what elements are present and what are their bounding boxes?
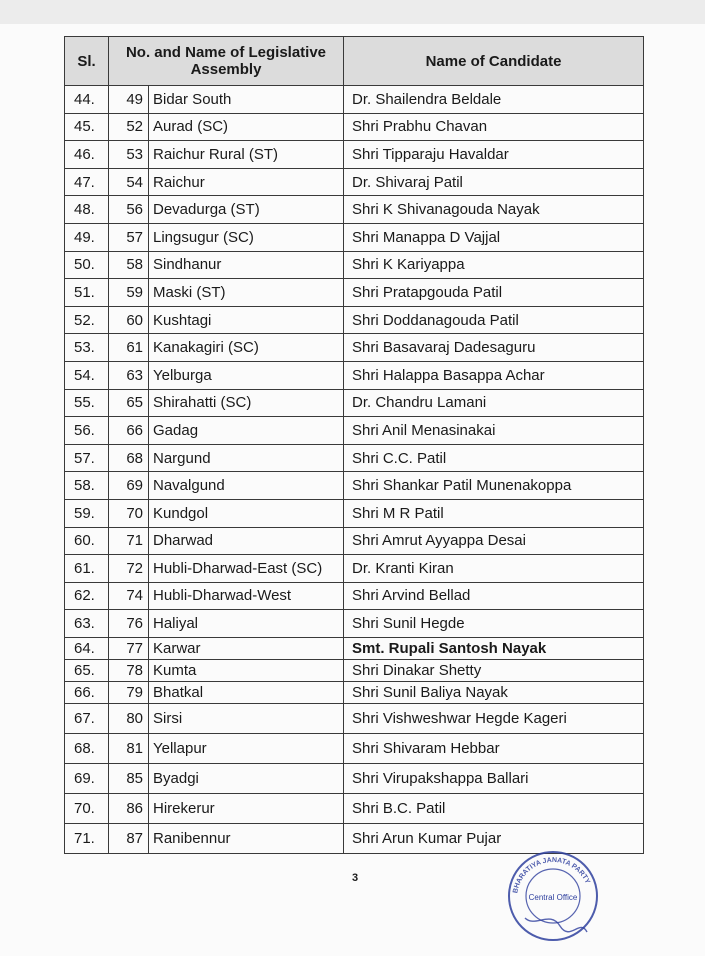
cell-no: 57 xyxy=(109,223,149,251)
cell-sl: 63. xyxy=(65,610,109,638)
table-row xyxy=(65,334,644,362)
cell-name: Shri K Shivanagouda Nayak xyxy=(344,196,644,224)
cell-name: Shri Basavaraj Dadesaguru xyxy=(344,334,644,362)
cell-ac: Hubli-Dharwad-West xyxy=(149,582,344,610)
table-row xyxy=(65,417,644,445)
cell-no: 59 xyxy=(109,279,149,307)
svg-text:BHARATIYA JANATA PARTY: BHARATIYA JANATA PARTY xyxy=(512,856,591,894)
table-row xyxy=(65,763,644,793)
svg-text:Central Office: Central Office xyxy=(528,893,578,902)
cell-ac: Byadgi xyxy=(149,763,344,793)
cell-sl: 46. xyxy=(65,141,109,169)
cell-ac: Kushtagi xyxy=(149,306,344,334)
cell-name: Shri K Kariyappa xyxy=(344,251,644,279)
cell-sl: 59. xyxy=(65,499,109,527)
table-row xyxy=(65,113,644,141)
table-row xyxy=(65,499,644,527)
table-row xyxy=(65,733,644,763)
cell-no: 53 xyxy=(109,141,149,169)
cell-ac: Gadag xyxy=(149,417,344,445)
cell-no: 61 xyxy=(109,334,149,362)
cell-ac: Kumta xyxy=(149,659,344,681)
cell-no: 74 xyxy=(109,582,149,610)
cell-sl: 55. xyxy=(65,389,109,417)
cell-sl: 64. xyxy=(65,637,109,659)
cell-name: Shri Amrut Ayyappa Desai xyxy=(344,527,644,555)
cell-name: Shri Virupakshappa Ballari xyxy=(344,763,644,793)
cell-ac: Hubli-Dharwad-East (SC) xyxy=(149,555,344,583)
cell-no: 76 xyxy=(109,610,149,638)
cell-name: Shri Shankar Patil Munenakoppa xyxy=(344,472,644,500)
cell-sl: 57. xyxy=(65,444,109,472)
cell-ac: Raichur xyxy=(149,168,344,196)
cell-name: Shri Prabhu Chavan xyxy=(344,113,644,141)
cell-name: Shri M R Patil xyxy=(344,499,644,527)
table-row xyxy=(65,472,644,500)
table-row xyxy=(65,444,644,472)
cell-sl: 62. xyxy=(65,582,109,610)
cell-ac: Haliyal xyxy=(149,610,344,638)
cell-no: 79 xyxy=(109,681,149,703)
cell-no: 60 xyxy=(109,306,149,334)
cell-sl: 71. xyxy=(65,823,109,853)
table-row xyxy=(65,793,644,823)
cell-ac: Shirahatti (SC) xyxy=(149,389,344,417)
cell-sl: 60. xyxy=(65,527,109,555)
cell-name: Shri Arun Kumar Pujar xyxy=(344,823,644,853)
cell-ac: Devadurga (ST) xyxy=(149,196,344,224)
cell-name: Shri Vishweshwar Hegde Kageri xyxy=(344,703,644,733)
cell-ac: Bidar South xyxy=(149,86,344,114)
cell-name: Shri Shivaram Hebbar xyxy=(344,733,644,763)
cell-sl: 67. xyxy=(65,703,109,733)
cell-name: Dr. Kranti Kiran xyxy=(344,555,644,583)
cell-name: Shri B.C. Patil xyxy=(344,793,644,823)
cell-no: 56 xyxy=(109,196,149,224)
cell-ac: Karwar xyxy=(149,637,344,659)
table-row xyxy=(65,141,644,169)
cell-ac: Sirsi xyxy=(149,703,344,733)
table-row xyxy=(65,659,644,681)
cell-ac: Dharwad xyxy=(149,527,344,555)
cell-ac: Navalgund xyxy=(149,472,344,500)
cell-ac: Sindhanur xyxy=(149,251,344,279)
cell-no: 71 xyxy=(109,527,149,555)
cell-name: Shri Doddanagouda Patil xyxy=(344,306,644,334)
cell-no: 78 xyxy=(109,659,149,681)
cell-name: Shri Tipparaju Havaldar xyxy=(344,141,644,169)
cell-name: Dr. Shailendra Beldale xyxy=(344,86,644,114)
table-row xyxy=(65,637,644,659)
cell-ac: Aurad (SC) xyxy=(149,113,344,141)
page-number: 3 xyxy=(352,872,359,884)
cell-name: Smt. Rupali Santosh Nayak xyxy=(344,637,644,659)
cell-no: 87 xyxy=(109,823,149,853)
cell-name: Shri Pratapgouda Patil xyxy=(344,279,644,307)
cell-sl: 70. xyxy=(65,793,109,823)
cell-sl: 53. xyxy=(65,334,109,362)
table-row xyxy=(65,86,644,114)
header-assembly-text: No. and Name of Legislative Assembly xyxy=(125,44,327,78)
cell-ac: Lingsugur (SC) xyxy=(149,223,344,251)
cell-sl: 66. xyxy=(65,681,109,703)
table-row xyxy=(65,527,644,555)
cell-ac: Kundgol xyxy=(149,499,344,527)
cell-no: 85 xyxy=(109,763,149,793)
cell-sl: 44. xyxy=(65,86,109,114)
cell-sl: 54. xyxy=(65,361,109,389)
cell-no: 66 xyxy=(109,417,149,445)
cell-name: Shri Halappa Basappa Achar xyxy=(344,361,644,389)
header-candidate: Name of Candidate xyxy=(344,37,644,86)
table-row xyxy=(65,681,644,703)
cell-name: Shri Dinakar Shetty xyxy=(344,659,644,681)
cell-ac: Ranibennur xyxy=(149,823,344,853)
table-row xyxy=(65,361,644,389)
header-assembly xyxy=(109,37,344,86)
party-seal-stamp xyxy=(505,848,601,944)
cell-ac: Yelburga xyxy=(149,361,344,389)
table-row xyxy=(65,251,644,279)
table-row xyxy=(65,582,644,610)
cell-ac: Nargund xyxy=(149,444,344,472)
cell-ac: Raichur Rural (ST) xyxy=(149,141,344,169)
cell-sl: 52. xyxy=(65,306,109,334)
cell-no: 52 xyxy=(109,113,149,141)
cell-name: Dr. Chandru Lamani xyxy=(344,389,644,417)
cell-ac: Hirekerur xyxy=(149,793,344,823)
cell-no: 69 xyxy=(109,472,149,500)
table-body xyxy=(65,86,644,854)
cell-sl: 68. xyxy=(65,733,109,763)
cell-sl: 47. xyxy=(65,168,109,196)
cell-sl: 48. xyxy=(65,196,109,224)
table-row xyxy=(65,279,644,307)
table-row xyxy=(65,196,644,224)
cell-sl: 69. xyxy=(65,763,109,793)
cell-sl: 51. xyxy=(65,279,109,307)
table-row xyxy=(65,223,644,251)
cell-sl: 58. xyxy=(65,472,109,500)
cell-sl: 45. xyxy=(65,113,109,141)
cell-no: 63 xyxy=(109,361,149,389)
table-row xyxy=(65,168,644,196)
cell-no: 54 xyxy=(109,168,149,196)
cell-name: Dr. Shivaraj Patil xyxy=(344,168,644,196)
cell-name: Shri Manappa D Vajjal xyxy=(344,223,644,251)
cell-no: 86 xyxy=(109,793,149,823)
cell-no: 68 xyxy=(109,444,149,472)
cell-sl: 56. xyxy=(65,417,109,445)
cell-no: 70 xyxy=(109,499,149,527)
cell-name: Shri Sunil Baliya Nayak xyxy=(344,681,644,703)
header-sl: Sl. xyxy=(65,37,109,86)
cell-sl: 49. xyxy=(65,223,109,251)
candidate-table xyxy=(64,36,644,854)
cell-sl: 50. xyxy=(65,251,109,279)
table-row xyxy=(65,703,644,733)
cell-no: 77 xyxy=(109,637,149,659)
cell-ac: Kanakagiri (SC) xyxy=(149,334,344,362)
table-row xyxy=(65,610,644,638)
cell-no: 65 xyxy=(109,389,149,417)
table-row xyxy=(65,389,644,417)
cell-name: Shri Sunil Hegde xyxy=(344,610,644,638)
cell-no: 81 xyxy=(109,733,149,763)
cell-ac: Yellapur xyxy=(149,733,344,763)
cell-ac: Maski (ST) xyxy=(149,279,344,307)
cell-ac: Bhatkal xyxy=(149,681,344,703)
cell-no: 58 xyxy=(109,251,149,279)
top-bar xyxy=(0,0,705,24)
cell-sl: 65. xyxy=(65,659,109,681)
cell-no: 80 xyxy=(109,703,149,733)
cell-no: 49 xyxy=(109,86,149,114)
table-row xyxy=(65,306,644,334)
table-header-row xyxy=(65,37,644,86)
table-row xyxy=(65,555,644,583)
cell-sl: 61. xyxy=(65,555,109,583)
cell-no: 72 xyxy=(109,555,149,583)
cell-name: Shri C.C. Patil xyxy=(344,444,644,472)
cell-name: Shri Anil Menasinakai xyxy=(344,417,644,445)
cell-name: Shri Arvind Bellad xyxy=(344,582,644,610)
